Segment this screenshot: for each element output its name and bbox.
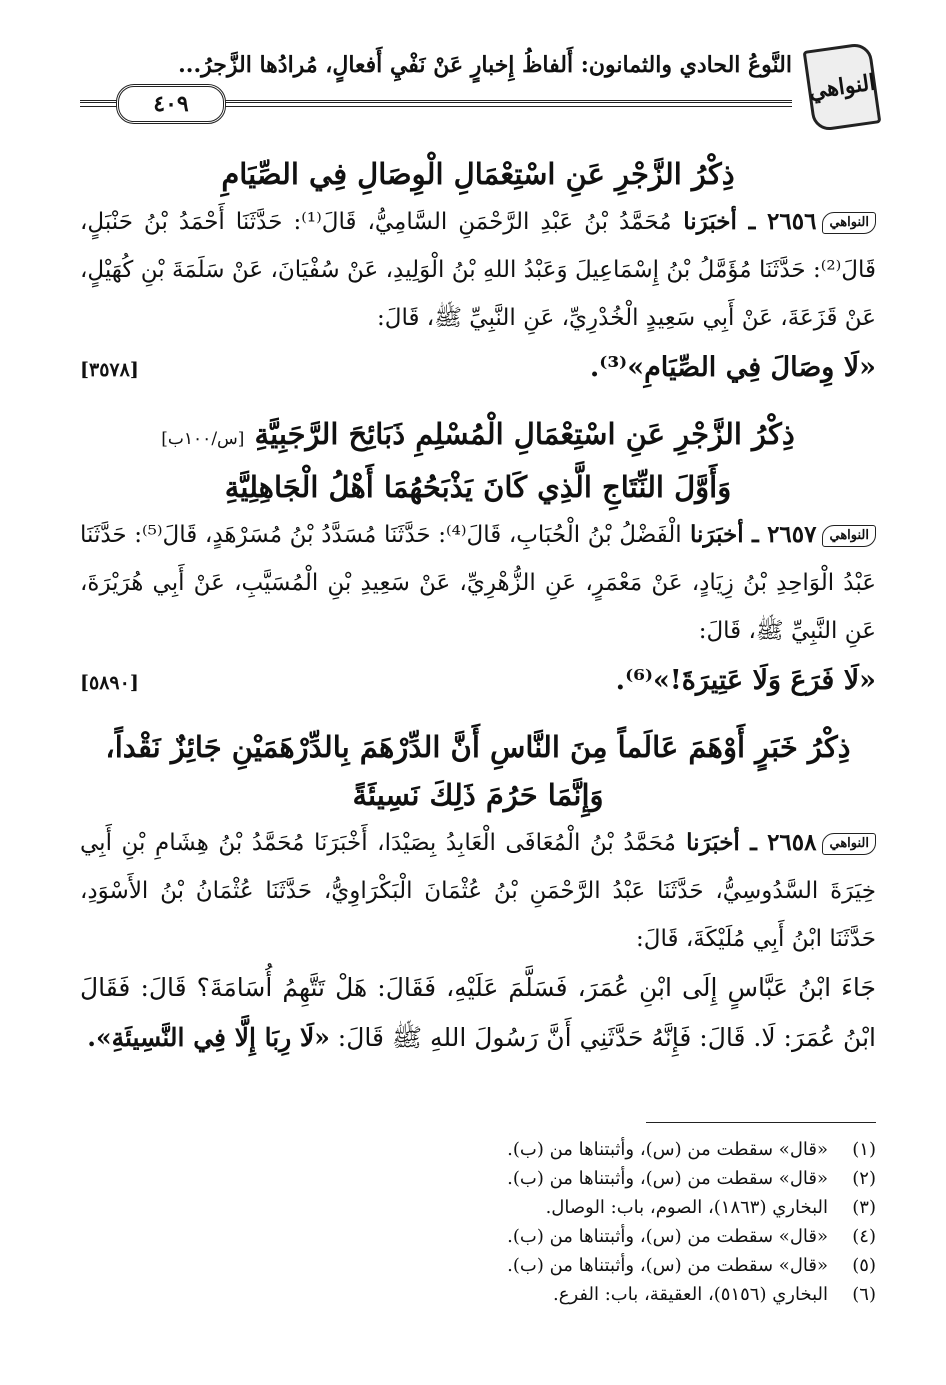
page-number: ٤٠٩ bbox=[116, 84, 226, 124]
hadith-saying-row bbox=[80, 655, 876, 709]
footnote-text: «قال» سقطت من (س)، وأثبتناها من (ب). bbox=[507, 1226, 828, 1247]
footnote-number: (٥) bbox=[852, 1255, 876, 1276]
footnote-text: «قال» سقطت من (س)، وأثبتناها من (ب). bbox=[507, 1168, 828, 1189]
hadith-saying: «لَا رِبَا إِلَّا فِي النَّسِيئَةِ». bbox=[87, 1023, 330, 1052]
footnote-number: (١) bbox=[852, 1139, 876, 1160]
hadith-isnad: مُحَمَّدُ بْنُ الْمُعَافَى الْعَابِدُ بِصَيْدَا، أَخْبَرَنَا مُحَمَّدُ بْنُ هِشَامِ بْنِ أَبِي خِيَرَةَ السَّدُوسِيُّ، حَدَّثَنَا عَبْدُ الرَّحْمَنِ بْنُ عُثْمَانَ الْبَكْرَاوِيُّ، حَدَّثَنَا عُثْمَانُ بْنُ الأَسْوَدِ، حَدَّثَنَا ابْنُ أَبِي مُلَيْكَةَ، قَالَ: bbox=[80, 830, 876, 952]
hadith-saying: «لَا وِصَالَ فِي الصِّيَامِ»⁽³⁾. bbox=[589, 352, 876, 383]
hadith-matn-text: جَاءَ ابْنُ عَبَّاسٍ إِلَى ابْنِ عُمَرَ، فَسَلَّمَ عَلَيْهِ، فَقَالَ: هَلْ تَتَّهِمُ أُسَامَةَ؟ قَالَ: فَقَالَ ابْنُ عُمَرَ: لَا. قَالَ: فَإِنَّهُ حَدَّثَنِي أَنَّ رَسُولَ اللهِ ﷺ قَالَ: bbox=[80, 973, 876, 1052]
hadith-saying-row bbox=[80, 342, 876, 396]
hadith-isnad: الْفَضْلُ بْنُ الْحُبَابِ، قَالَ⁽⁴⁾: حَدَّثَنَا مُسَدَّدُ بْنُ مُسَرْهَدٍ، قَالَ⁽⁵⁾: حَدَّثَنَا عَبْدُ الْوَاحِدِ بْنُ زِيَادٍ، عَنْ مَعْمَرٍ، عَنِ الزُّهْرِيِّ، عَنْ سَعِيدِ بْنِ الْمُسَيَّبِ، عَنْ أَبِي هُرَيْرَةَ، عَنِ النَّبِيِّ ﷺ، قَالَ: bbox=[80, 522, 876, 644]
hadith-number: ٢٦٥٦ bbox=[767, 208, 817, 235]
hadith-saying: «لَا فَرَعَ وَلَا عَتِيرَةَ!»⁽⁶⁾. bbox=[615, 665, 876, 696]
footnotes bbox=[80, 1135, 876, 1309]
footnote-number: (٢) bbox=[852, 1168, 876, 1189]
footnote bbox=[80, 1164, 876, 1193]
footnote-text: البخاري (١٨٦٣)، الصوم، باب: الوصال. bbox=[545, 1197, 828, 1218]
page-content bbox=[80, 150, 876, 1063]
section-title: ذِكْرُ الزَّجْرِ عَنِ اسْتِعْمَالِ الْوِصَالِ فِي الصِّيَامِ bbox=[221, 157, 735, 191]
cross-reference: [٣٥٧٨] bbox=[80, 359, 139, 381]
hadith-text bbox=[80, 511, 876, 655]
section-title-line1: ذِكْرُ الزَّجْرِ عَنِ اسْتِعْمَالِ الْمُسْلِمِ ذَبَائِحَ الرَّجَبِيَّةِ bbox=[254, 417, 795, 451]
hadith-number-group: النواهي٢٦٥٦ ـ أخبَرَنا bbox=[672, 208, 876, 235]
hadith-text bbox=[80, 819, 876, 963]
manuscript-tag: [س/١٠٠ب] bbox=[161, 429, 245, 449]
footnote bbox=[80, 1280, 876, 1309]
footnote bbox=[80, 1251, 876, 1280]
section-title-line2: وَإِنَّمَا حَرُمَ ذَلِكَ نَسِيئَةً bbox=[352, 778, 604, 812]
hadith-text bbox=[80, 198, 876, 342]
hadith-number: ٢٦٥٨ bbox=[767, 829, 817, 856]
footnote-number: (٤) bbox=[852, 1226, 876, 1247]
nawahi-icon: النواهي bbox=[822, 833, 876, 855]
nawahi-icon: النواهي bbox=[822, 212, 876, 234]
footnote bbox=[80, 1135, 876, 1164]
nawahi-icon: النواهي bbox=[822, 525, 876, 547]
hadith-number-group: النواهي٢٦٥٨ ـ أخبَرَنا bbox=[676, 829, 876, 856]
footnote-rule bbox=[646, 1122, 876, 1123]
hadith-lead: أخبَرَنا bbox=[686, 829, 740, 856]
hadith-number: ٢٦٥٧ bbox=[767, 521, 817, 548]
footnote bbox=[80, 1193, 876, 1222]
section-title: ذِكْرُ خَبَرٍ أَوْهَمَ عَالَماً مِنَ النَّاسِ أَنَّ الدِّرْهَمَ بِالدِّرْهَمَيْنِ جَائِزٌ نَقْداً، bbox=[105, 730, 851, 764]
hadith-number-group: النواهي٢٦٥٧ ـ أخبَرَنا bbox=[682, 521, 876, 548]
hadith-matn bbox=[80, 963, 876, 1063]
section-title-line2: وَأَوَّلَ النِّتَاجِ الَّذِي كَانَ يَذْبَحُهُمَا أَهْلُ الْجَاهِلِيَّةِ bbox=[224, 470, 732, 504]
footnote-number: (٦) bbox=[852, 1284, 876, 1305]
footnote-number: (٣) bbox=[852, 1197, 876, 1218]
page-header bbox=[80, 44, 876, 124]
chapter-badge: النواهي bbox=[803, 42, 882, 133]
footnote-text: «قال» سقطت من (س)، وأثبتناها من (ب). bbox=[507, 1255, 828, 1276]
cross-reference: [٥٨٩٠] bbox=[80, 672, 139, 694]
hadith-lead: أخبَرَنا bbox=[690, 521, 744, 548]
hadith-lead: أخبَرَنا bbox=[683, 208, 737, 235]
hadith-isnad: مُحَمَّدُ بْنُ عَبْدِ الرَّحْمَنِ السَّامِيُّ، قَالَ⁽¹⁾: حَدَّثَنَا أَحْمَدُ بْنُ حَنْبَلٍ، قَالَ⁽²⁾: حَدَّثَنَا مُؤَمَّلُ بْنُ إِسْمَاعِيلَ وَعَبْدُ اللهِ بْنُ الْوَلِيدِ، عَنْ سُفْيَانَ، عَنْ سَلَمَةَ بْنِ كُهَيْلٍ، عَنْ قَزَعَةَ، عَنْ أَبِي سَعِيدٍ الْخُدْرِيِّ، عَنِ النَّبِيِّ ﷺ، قَالَ: bbox=[80, 209, 876, 331]
section-title bbox=[80, 410, 876, 463]
footnote-text: «قال» سقطت من (س)، وأثبتناها من (ب). bbox=[507, 1139, 828, 1160]
footnote bbox=[80, 1222, 876, 1251]
running-title: النَّوعُ الحادي والثمانون: أَلفاظُ إِخبارٍ عَنْ نَفْيِ أَفعالٍ، مُرادُها الزَّجرُ... bbox=[178, 52, 792, 78]
footnote-text: البخاري (٥١٥٦)، العقيقة، باب: الفرع. bbox=[553, 1284, 828, 1305]
